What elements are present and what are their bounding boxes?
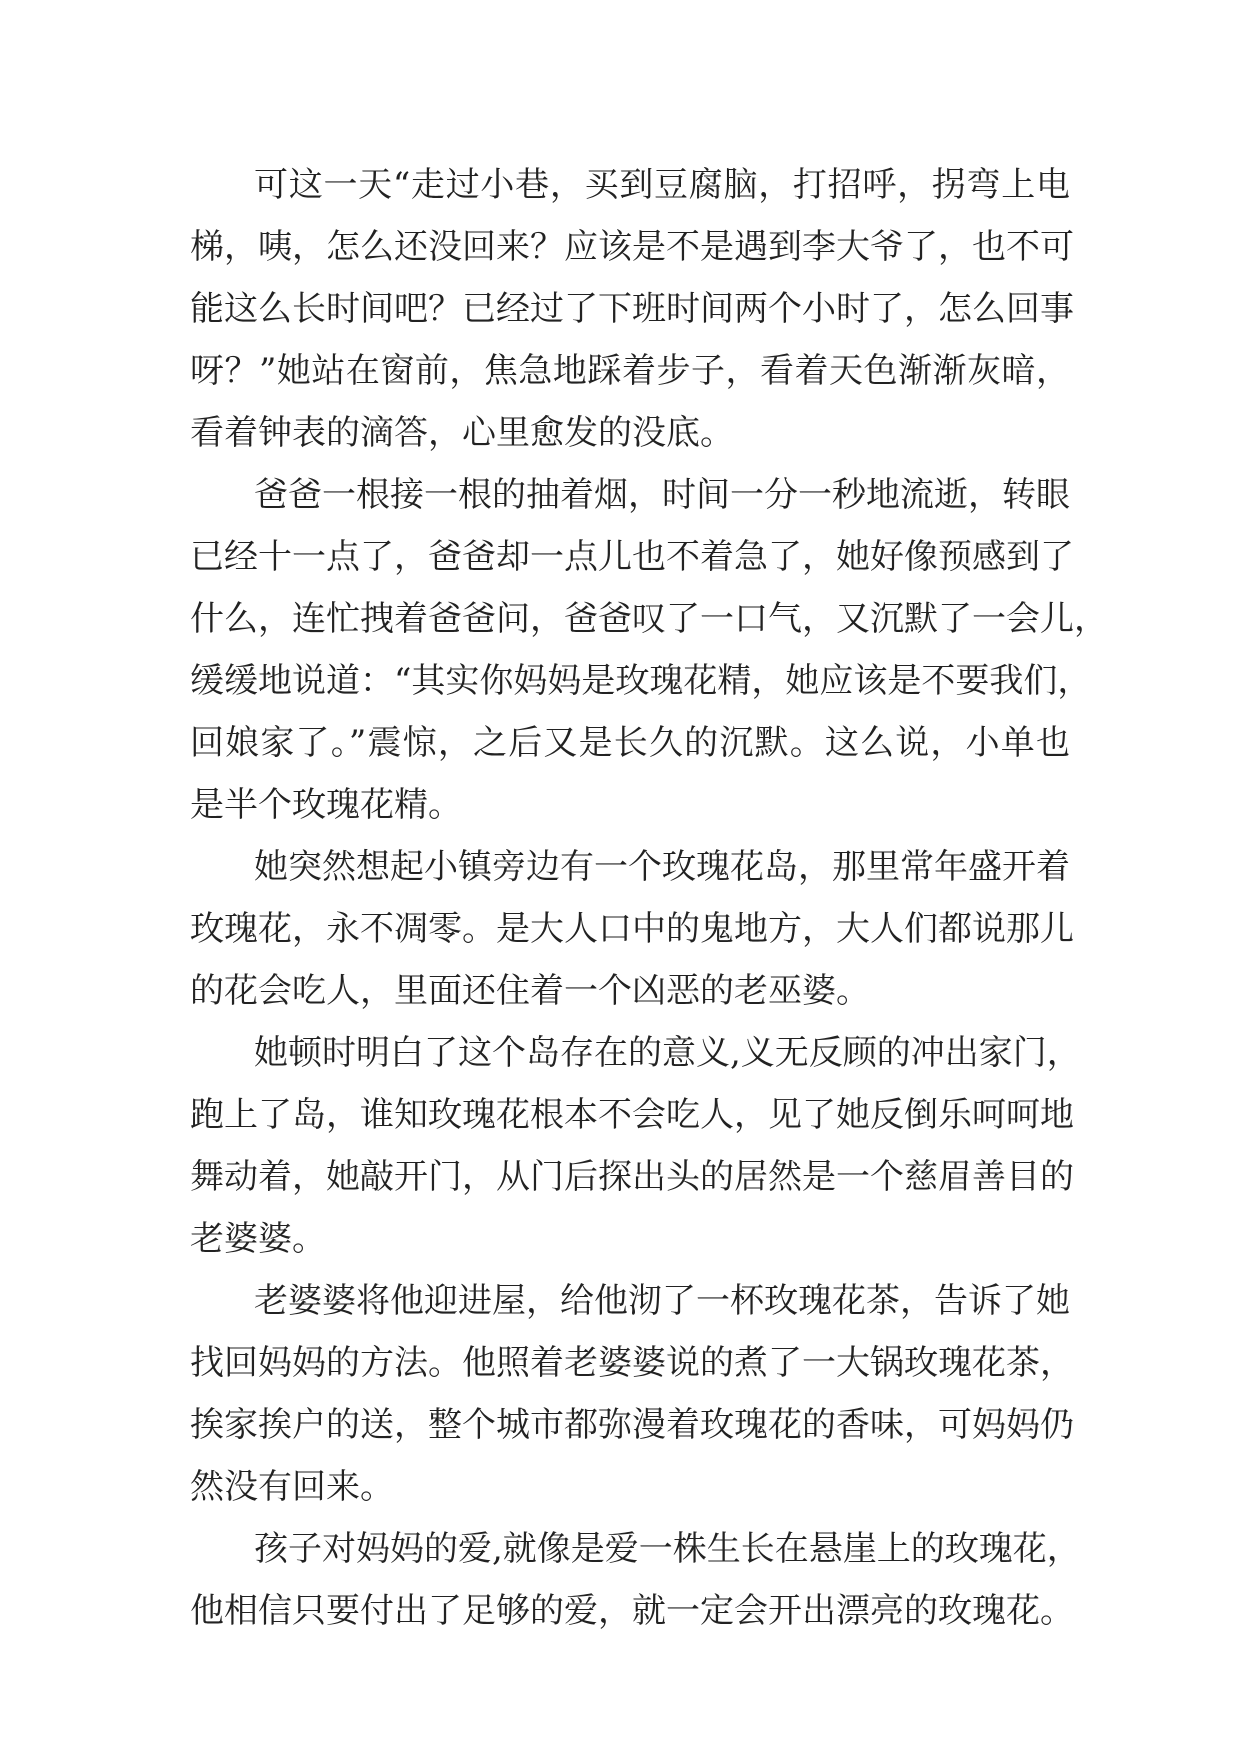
text-line: 已经十一点了，爸爸却一点儿也不着急了，她好像预感到了 [190,537,1074,577]
paragraph-1 [190,154,1074,464]
text-line: 可这一天“走过小巷，买到豆腐脑，打招呼，拐弯上电 [254,165,1070,205]
text-line: 孩子对妈妈的爱,就像是爱一株生长在悬崖上的玫瑰花， [254,1529,1081,1569]
paragraph-4 [190,1022,1081,1270]
text-line: 老婆婆将他迎进屋，给他沏了一杯玫瑰花茶，告诉了她 [254,1281,1070,1321]
paragraph-6 [190,1518,1081,1642]
text-line: 跑上了岛，谁知玫瑰花根本不会吃人，见了她反倒乐呵呵地 [190,1095,1074,1135]
text-line: 梯，咦，怎么还没回来？应该是不是遇到李大爷了，也不可 [190,227,1074,267]
text-line: 他相信只要付出了足够的爱，就一定会开出漂亮的玫瑰花。 [190,1591,1074,1631]
paragraph-5 [190,1270,1074,1518]
text-line: 回娘家了。”震惊，之后又是长久的沉默。这么说，小单也 [190,723,1070,763]
text-line: 她突然想起小镇旁边有一个玫瑰花岛，那里常年盛开着 [254,847,1070,887]
text-line: 挨家挨户的送，整个城市都弥漫着玫瑰花的香味，可妈妈仍 [190,1405,1074,1445]
text-line: 玫瑰花，永不凋零。是大人口中的鬼地方，大人们都说那儿 [190,909,1074,949]
text-line: 什么，连忙拽着爸爸问，爸爸叹了一口气，又沉默了一会儿， [190,599,1108,639]
paragraph-3 [190,836,1074,1022]
text-line: 舞动着，她敲开门，从门后探出头的居然是一个慈眉善目的 [190,1157,1074,1197]
text-line: 找回妈妈的方法。他照着老婆婆说的煮了一大锅玫瑰花茶， [190,1343,1074,1383]
paragraph-2 [190,464,1108,836]
text-line: 然没有回来。 [190,1467,394,1507]
text-line: 呀？”她站在窗前，焦急地踩着步子，看着天色渐渐灰暗， [190,351,1070,391]
text-line: 她顿时明白了这个岛存在的意义,义无反顾的冲出家门， [254,1033,1081,1073]
text-line: 是半个玫瑰花精。 [190,785,462,825]
document-body [190,154,1108,1642]
text-line: 看着钟表的滴答，心里愈发的没底。 [190,413,734,453]
text-line: 爸爸一根接一根的抽着烟，时间一分一秒地流逝，转眼 [254,475,1070,515]
text-line: 的花会吃人，里面还住着一个凶恶的老巫婆。 [190,971,870,1011]
text-line: 缓缓地说道：“其实你妈妈是玫瑰花精，她应该是不要我们， [190,661,1092,701]
text-line: 老婆婆。 [190,1219,326,1259]
text-line: 能这么长时间吧？已经过了下班时间两个小时了，怎么回事 [190,289,1074,329]
